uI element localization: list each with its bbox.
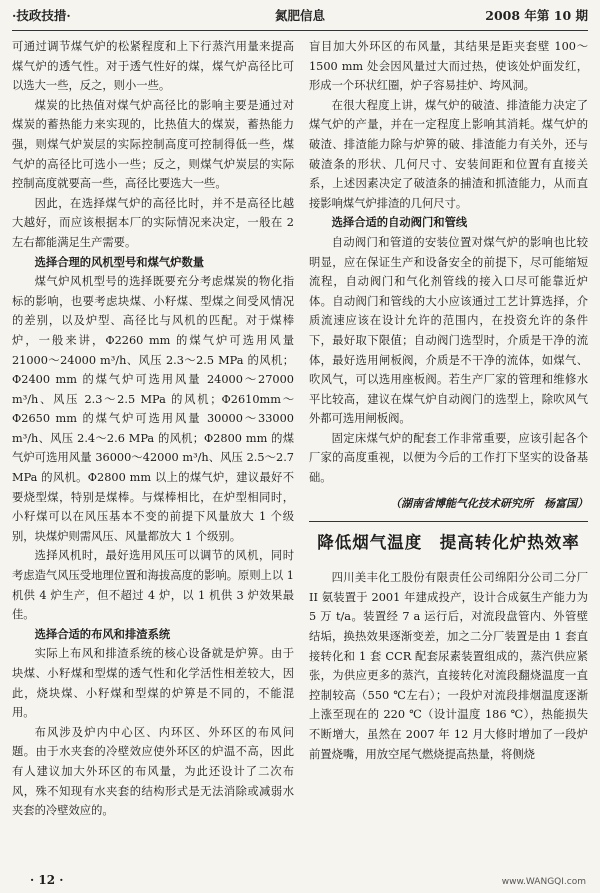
- paragraph: 实际上布风和排渣系统的核心设备就是炉箅。由于块煤、小籽煤和型煤的透气性和化学活性相差较大，因此，烧块煤、小籽煤和型煤的炉箅是不同的，不能混用。: [12, 647, 294, 720]
- section-heading: 选择合适的布风和排渣系统: [34, 627, 171, 641]
- journal-name: 氮肥信息: [274, 8, 325, 23]
- section-label: ·技政技措·: [12, 8, 71, 23]
- article-divider: [309, 521, 588, 522]
- paragraph: 布风涉及炉内中心区、内环区、外环区的布风问题。由于水夹套的冷壁效应使外环区的炉温不高，因此有人建议加大外环区的布风量，为此还设计了二次布风，殊不知现有水夹套的结构形式是无法消除或减弱水夹套的冷壁效应的。: [12, 725, 294, 818]
- issue-label: 2008 年第 10 期: [485, 8, 588, 23]
- paragraph: 在很大程度上讲，煤气炉的破渣、排渣能力决定了煤气炉的产量，并在一定程度上影响其消耗。煤气炉的破渣、排渣能力除与炉箅的破、排渣能力有关外，还与破渣条的形状、几何尺寸、安装间距和位置有直接关系，上述因素决定了破渣条的捕渣和抓渣能力，从而直接影响煤气炉排渣的几何尺寸。: [309, 98, 588, 210]
- page-header: [12, 0, 588, 30]
- paragraph: 选择风机时，最好选用风压可以调节的风机，同时考虑造气风压受地理位置和海拔高度的影响。原则上以 1 机供 4 炉生产，但不超过 4 炉，以 1 机供 3 炉效果最佳。: [12, 549, 294, 622]
- paragraph: 盲目加大外环区的布风量，其结果是距夹套壁 100～1500 mm 处会因风量过大而过热，使该处炉面发红，形成一个环状红圈，炉子容易挂炉、垮风洞。: [309, 40, 588, 93]
- header-rule: [12, 30, 588, 31]
- paragraph: 煤气炉风机型号的选择既要充分考虑煤炭的物化指标的影响，也要考虑块煤、小籽煤、型煤之间受风情况的差别，以及炉型、高径比与风机的匹配。对于煤棒炉，一般来讲，Φ2260 mm 的煤气炉可选用风量 21000～24000 m³/h、风压 2.3～2.5 MPa 的风机；Φ2400 mm 的煤气炉可选用风量 24000～27000 m³/h、风压 2.3～2.5 MPa 的风机；Φ2610mm～Φ2650 mm 的煤气炉可选用风量 30000～33000 m³/h、风压 2.4～2.6 MPa 的风机；Φ2800 mm 的煤气炉可选用风量 36000～42000 m³/h、风压 2.5～2.7 MPa 的风机。Φ2800 mm 以上的煤气炉，建议最好不要烧型煤，特别是煤棒。与煤棒相比，在炉型相同时，小籽煤可以在风压基本不变的前提下风量放大 1 个级别，块煤炉则需风压、风量都放大 1 个级别。: [12, 275, 294, 543]
- paragraph: 四川美丰化工股份有限责任公司绵阳分公司二分厂 II 氨装置于 2001 年建成投产，设计合成氨生产能力为 5 万 t/a。装置经 7 a 运行后，对流段盘管内、外管壁结垢，换热效果逐渐变差，加之二分厂装置是由 1 套直接转化和 1 套 CCR 配套尿素装置组成的，蒸汽供应紧张，为供应更多的蒸汽，直接转化对流段翻烧温度一直控制较高（550 ℃左右）；一段炉对流段排烟温度逐渐上涨至现在的 220 ℃（设计温度 186 ℃），热能损失不断增大，虽然在 2007 年 12 月大修时增加了一段炉前置烧嘴，用放空尾气燃烧提高热量，将侧烧: [309, 571, 588, 761]
- watermark: www.WANGQI.com: [501, 877, 586, 887]
- section-heading: 选择合理的风机型号和煤气炉数量: [34, 255, 205, 269]
- left-column: [12, 37, 294, 865]
- article-title: 降低烟气温度 提高转化炉热效率: [317, 533, 580, 553]
- author-attribution: （湖南省博能气化技术研究所 杨富国）: [390, 496, 588, 510]
- paragraph: 可通过调节煤气炉的松紧程度和上下行蒸汽用量来提高煤气炉的透气性。对于透气性好的煤，煤气炉高径比可以选大一些，反之，则小一些。: [12, 40, 294, 93]
- paragraph: 自动阀门和管道的安装位置对煤气炉的影响也比较明显，应在保证生产和设备安全的前提下，尽可能缩短流程，自动阀门和气化剂管线的接入口尽可能靠近炉体。自动阀门和管线的大小应该通过工艺计算选择，介质流速应该在设计允许的范围内，在投资允许的条件下，最好取下限值；自动阀门选型时，介质是干净的流体，最好选用闸板阀，介质是不干净的流体，如煤气、吹风气，可以选用座板阀。若生产厂家的管理和维修水平比较高，建议在煤气炉自动阀门的选型上，除吹风气外都可选用闸板阀。: [309, 235, 588, 426]
- paragraph: 因此，在选择煤气炉的高径比时，并不是高径比越大越好，而应该根据本厂的实际情况来决定，一般在 2 左右都能满足生产需要。: [12, 196, 294, 249]
- right-column: [309, 37, 588, 865]
- section-heading: 选择合适的自动阀门和管线: [331, 216, 468, 230]
- paragraph: 固定床煤气炉的配套工作非常重要，应该引起各个厂家的高度重视，以便为今后的工作打下坚实的设备基础。: [309, 431, 588, 485]
- paragraph: 煤炭的比热值对煤气炉高径比的影响主要是通过对煤炭的蓄热能力来实现的，比热值大的煤炭，蓄热能力强，则煤气炉炭层的实际控制高度可控制得低一些，煤气炉的高径比可选小一些；反之，则煤气炉炭层的实际控制高度就要高一些，高径比要选大一些。: [12, 98, 294, 191]
- page-number: · 12 ·: [30, 873, 64, 887]
